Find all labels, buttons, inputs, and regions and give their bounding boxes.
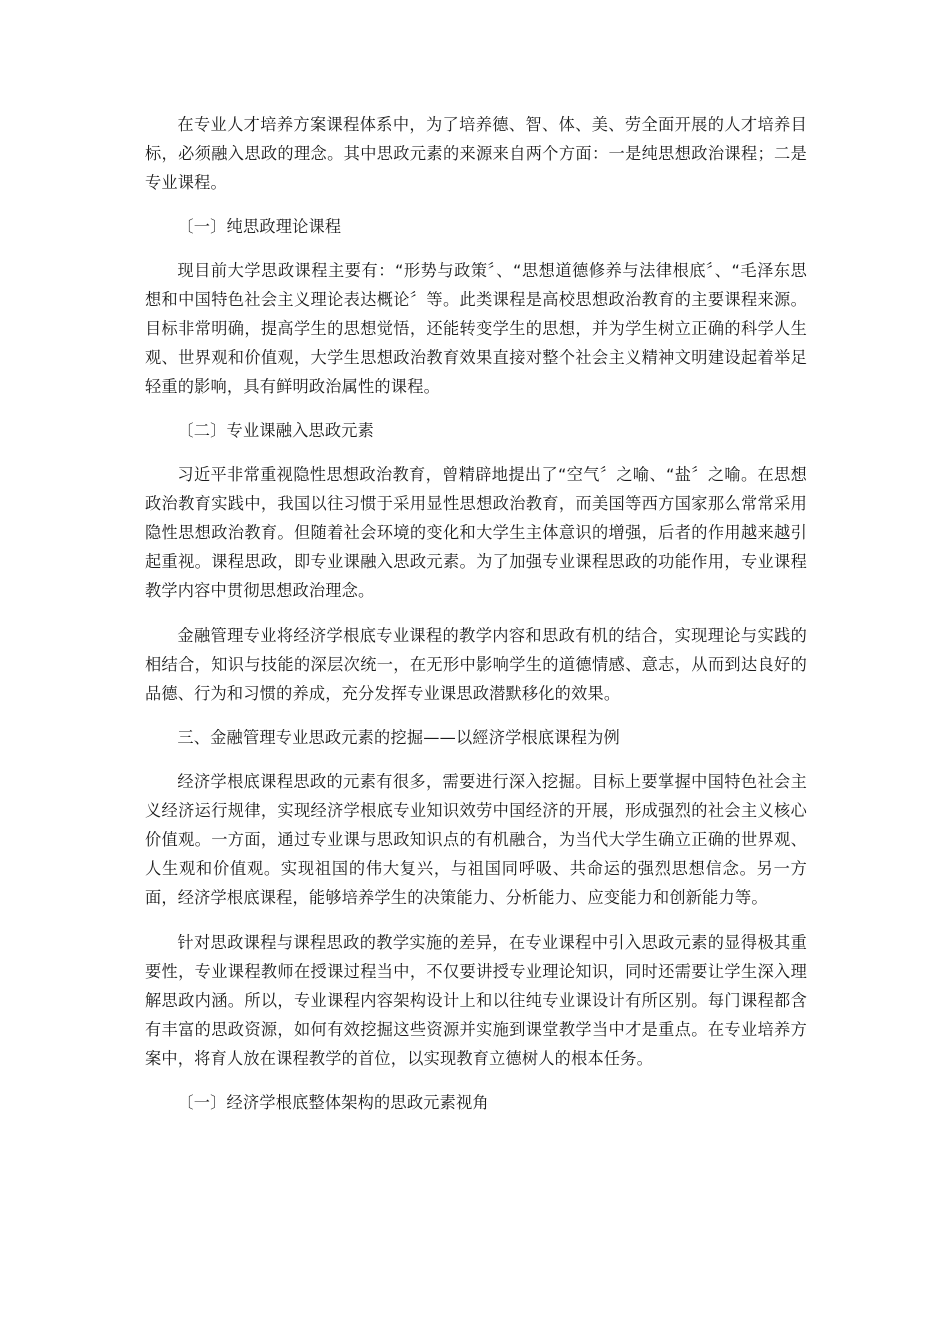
document-body [145,110,807,1117]
section-heading-mining-elements: 三、金融管理专业思政元素的挖掘——以經济学根底课程为例 [177,728,620,747]
section-heading-overall-framework: 〔一〕经济学根底整体架构的思政元素视角 [177,1093,489,1112]
section-heading-professional-courses: 〔二〕专业课融入思政元素 [177,421,375,440]
paragraph-politics-courses: 现目前大学思政课程主要有：“形势与政策〞、“思想道德修养与法律根底〞、“毛泽东思想和中国特色社会主义理论表达概论〞等。此类课程是高校思想政治教育的主要课程来源。目标非常明确，提高学生的思想觉悟，还能转变学生的思想，并为学生树立正确的科学人生观、世界观和价值观，大学生思想政治教育效果直接对整个社会主义精神文明建设起着举足轻重的影响，具有鲜明政治属性的课程。 [145,261,807,396]
paragraph-economics-elements: 经济学根底课程思政的元素有很多，需要进行深入挖掘。目标上要掌握中国特色社会主义经济运行规律，实现经济学根底专业知识效劳中国经济的开展，形成强烈的社会主义核心价值观。一方面，通过专业课与思政知识点的有机融合，为当代大学生确立正确的世界观、人生观和价值观。实现祖国的伟大复兴，与祖国同呼吸、共命运的强烈思想信念。另一方面，经济学根底课程，能够培养学生的决策能力、分析能力、应变能力和创新能力等。 [145,772,807,907]
section-heading-pure-politics-courses: 〔一〕纯思政理论课程 [177,217,342,236]
paragraph-intro: 在专业人才培养方案课程体系中，为了培养德、智、体、美、劳全面开展的人才培养目标，必须融入思政的理念。其中思政元素的来源来自两个方面：一是纯思想政治课程；二是专业课程。 [145,115,807,192]
paragraph-teaching-differences: 针对思政课程与课程思政的教学实施的差异，在专业课程中引入思政元素的显得极其重要性，专业课程教师在授课过程当中，不仅要讲授专业理论知识，同时还需要让学生深入理解思政内涵。所以，专业课程内容架构设计上和以往纯专业课设计有所区别。每门课程都含有丰富的思政资源，如何有效挖掘这些资源并实施到课堂教学当中才是重点。在专业培养方案中，将育人放在课程教学的首位，以实现教育立德树人的根本任务。 [145,933,807,1068]
paragraph-finance-management: 金融管理专业将经济学根底专业课程的教学内容和思政有机的结合，实现理论与实践的相结合，知识与技能的深层次统一，在无形中影响学生的道德情感、意志，从而到达良好的品德、行为和习惯的养成，充分发挥专业课思政潜默移化的效果。 [145,626,807,703]
paragraph-implicit-education: 习近平非常重视隐性思想政治教育，曾精辟地提出了“空气〞之喻、“盐〞之喻。在思想政治教育实践中，我国以往习惯于采用显性思想政治教育，而美国等西方国家那么常常采用隐性思想政治教育。但随着社会环境的变化和大学生主体意识的增强，后者的作用越来越引起重视。课程思政，即专业课融入思政元素。为了加强专业课程思政的功能作用，专业课程教学内容中贯彻思想政治理念。 [145,465,807,600]
